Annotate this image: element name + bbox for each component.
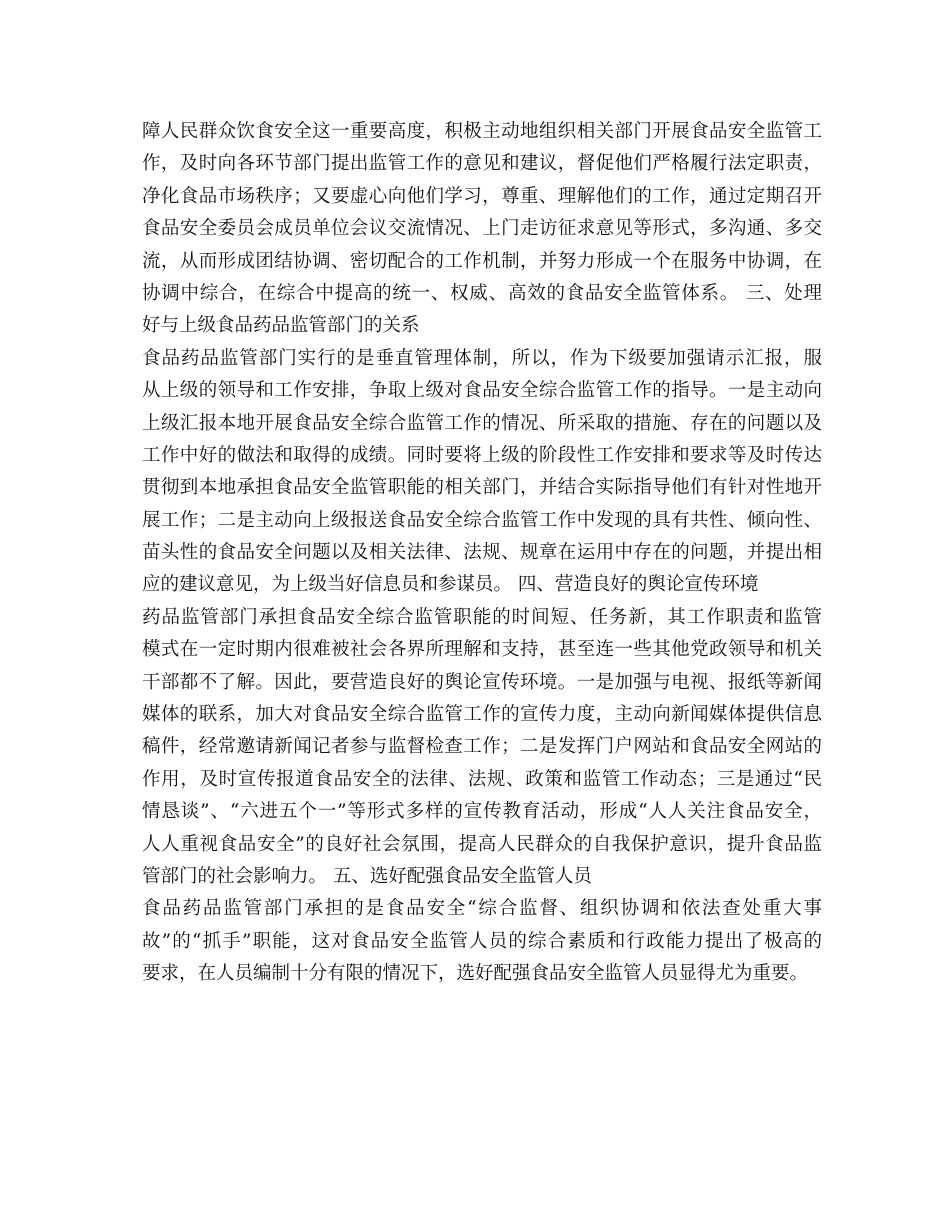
text-line: 贯彻到本地承担食品安全监管职能的相关部门，并结合实际指导他们有针对性地开: [142, 477, 822, 499]
text-line: 流，从而形成团结协调、密切配合的工作机制，并努力形成一个在服务中协调，在: [142, 250, 822, 272]
text-line: 食品药品监管部门实行的是垂直管理体制，所以，作为下级要加强请示汇报，服: [142, 347, 822, 369]
text-line: 协调中综合，在综合中提高的统一、权威、高效的食品安全监管体系。 三、处理: [142, 282, 822, 304]
text-line: 上级汇报本地开展食品安全综合监管工作的情况、所采取的措施、存在的问题以及: [142, 412, 822, 434]
text-line: 管部门的社会影响力。 五、选好配强食品安全监管人员: [142, 865, 592, 887]
text-line: 展工作；二是主动向上级报送食品安全综合监管工作中发现的具有共性、倾向性、: [142, 509, 822, 531]
text-line: 苗头性的食品安全问题以及相关法律、法规、规章在运用中存在的问题，并提出相: [142, 542, 822, 564]
text-line: 媒体的联系，加大对食品安全综合监管工作的宣传力度，主动向新闻媒体提供信息: [142, 704, 822, 726]
text-line: 食品安全委员会成员单位会议交流情况、上门走访征求意见等形式，多沟通、多交: [142, 218, 822, 240]
text-line: 工作中好的做法和取得的成绩。同时要将上级的阶段性工作安排和要求等及时传达: [142, 444, 822, 466]
text-line: 障人民群众饮食安全这一重要高度，积极主动地组织相关部门开展食品安全监管工: [142, 121, 822, 142]
text-line: 情恳谈”、“六进五个一”等形式多样的宣传教育活动，形成“人人关注食品安全，: [142, 801, 822, 823]
text-line: 作用，及时宣传报道食品安全的法律、法规、政策和监管工作动态；三是通过“民: [142, 768, 822, 790]
text-line: 人人重视食品安全”的良好社会氛围，提高人民群众的自我保护意识，提升食品监: [142, 833, 822, 855]
text-line: 净化食品市场秩序；又要虚心向他们学习，尊重、理解他们的工作，通过定期召开: [142, 185, 822, 207]
text-line: 食品药品监管部门承担的是食品安全“综合监督、组织协调和依法查处重大事: [142, 898, 822, 920]
text-line: 作，及时向各环节部门提出监管工作的意见和建议，督促他们严格履行法定职责，: [142, 153, 822, 175]
text-line: 干部都不了解。因此，要营造良好的舆论宣传环境。一是加强与电视、报纸等新闻: [142, 671, 822, 693]
document-body: [142, 116, 822, 991]
text-line: 模式在一定时期内很难被社会各界所理解和支持，甚至连一些其他党政领导和机关: [142, 639, 822, 661]
text-line: 故”的“抓手”职能，这对食品安全监管人员的综合素质和行政能力提出了极高的: [142, 930, 822, 952]
text-line: 从上级的领导和工作安排，争取上级对食品安全综合监管工作的指导。一是主动向: [142, 380, 822, 402]
text-line: 药品监管部门承担食品安全综合监管职能的时间短、任务新，其工作职责和监管: [142, 606, 822, 628]
text-line: 应的建议意见，为上级当好信息员和参谋员。 四、营造良好的舆论宣传环境: [142, 574, 759, 596]
text-line: 要求，在人员编制十分有限的情况下，选好配强食品安全监管人员显得尤为重要。: [142, 963, 809, 985]
text-line: 好与上级食品药品监管部门的关系: [142, 315, 420, 337]
text-line: 稿件，经常邀请新闻记者参与监督检查工作；二是发挥门户网站和食品安全网站的: [142, 736, 822, 758]
